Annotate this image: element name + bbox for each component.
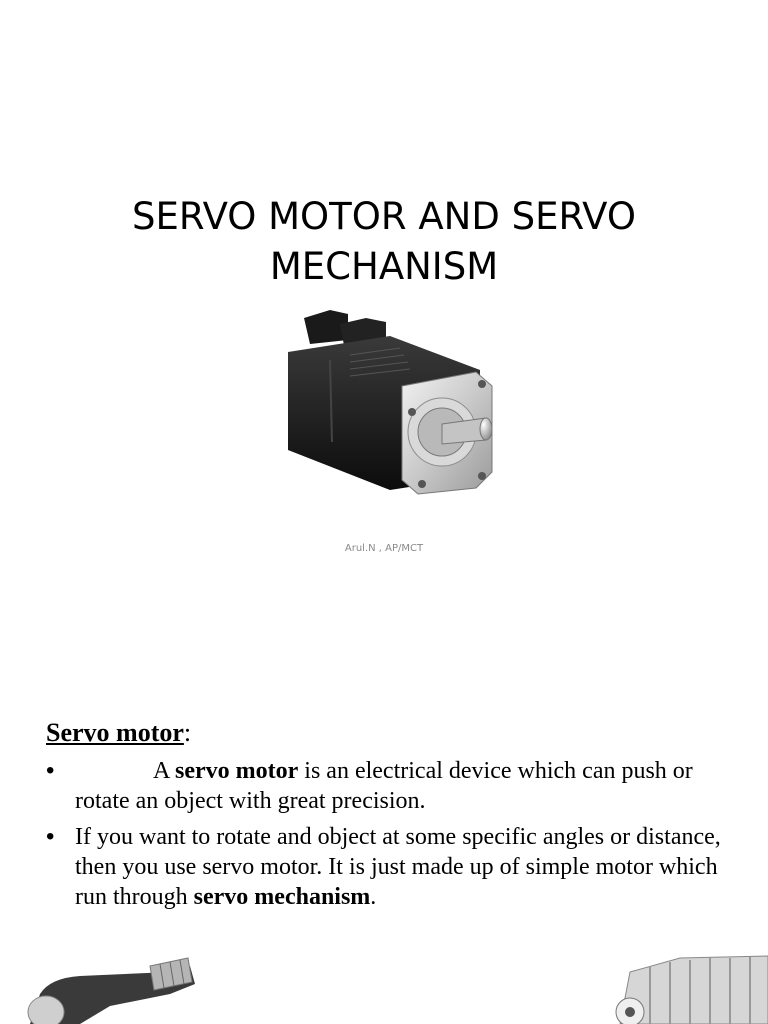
bullet-2-text: If you want to rotate and object at some specific angles or distance, then you use servo motor. It is just made up of simple motor which run through: [75, 824, 721, 910]
bullet-2-end: .: [370, 884, 377, 910]
bullet-1-bold: servo motor: [175, 758, 299, 784]
bullet-list: [46, 756, 736, 918]
bullet-1-prefix: A: [153, 758, 176, 784]
heading-text: Servo motor: [46, 718, 184, 747]
bullet-item-2: [46, 822, 736, 912]
linear-servo-image: [20, 954, 200, 1024]
servo-motor-icon: [270, 300, 500, 500]
bullet-glyph: •: [46, 757, 55, 784]
section-heading: [46, 718, 191, 748]
industrial-motor-image: [590, 952, 768, 1024]
title-line-2: MECHANISM: [269, 245, 499, 288]
bullet-2-bold: servo mechanism: [193, 884, 371, 910]
content-slide: [0, 610, 768, 1024]
bullet-item-1: [46, 756, 736, 816]
slide-title: [64, 192, 704, 292]
bullet-glyph: •: [46, 823, 55, 850]
bullet-1-suffix: is an electrical device which can push or rotate an object with great precision.: [75, 758, 693, 814]
title-line-1: SERVO MOTOR AND SERVO: [132, 195, 636, 238]
heading-colon: :: [183, 718, 192, 747]
author-credit: Arul.N , AP/MCT: [344, 543, 424, 554]
